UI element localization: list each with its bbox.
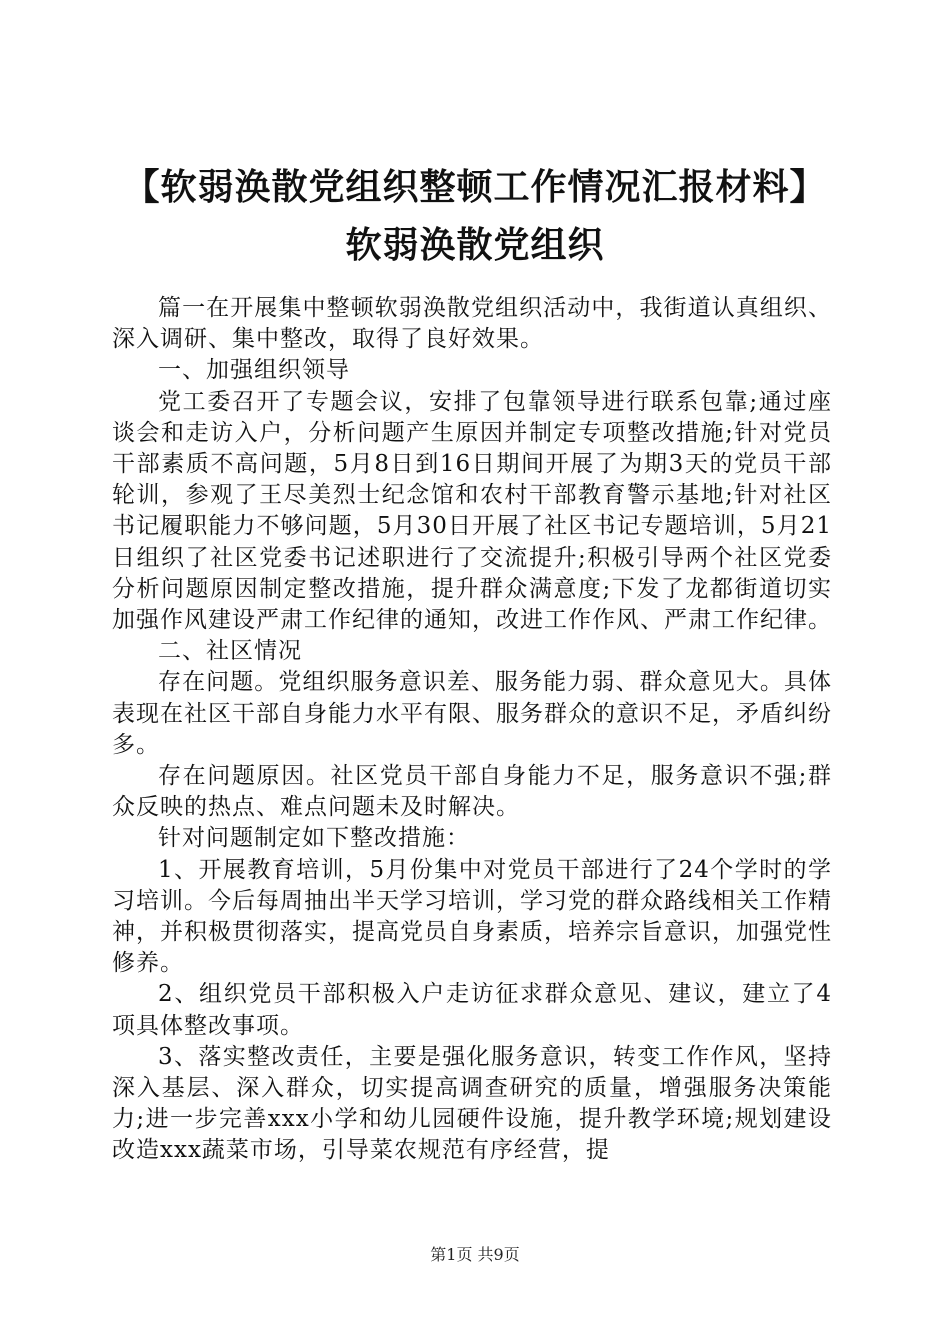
document-body: [112, 293, 832, 1167]
section-heading-2: 二、社区情况: [158, 638, 302, 665]
section-heading-1: 一、加强组织领导: [158, 357, 350, 384]
paragraph-measure-1: 1、开展教育培训，5月份集中对党员干部进行了24个学时的学习培训。今后每周抽出半天学习培训，学习党的群众路线相关工作精神，并积极贯彻落实，提高党员自身素质，培养宗旨意识，加强党性修养。: [112, 856, 832, 977]
paragraph-measure-3: 3、落实整改责任，主要是强化服务意识，转变工作作风，坚持深入基层、深入群众，切实提高调查研究的质量，增强服务决策能力;进一步完善xxx小学和幼儿园硬件设施，提升教学环境;规划建设改造xxx蔬菜市场，引导菜农规范有序经营，提: [112, 1043, 832, 1164]
paragraph-section-1: 党工委召开了专题会议，安排了包靠领导进行联系包靠;通过座谈会和走访入户，分析问题产生原因并制定专项整改措施;针对党员干部素质不高问题，5月8日到16日期间开展了为期3天的党员干部轮训，参观了王尽美烈士纪念馆和农村干部教育警示基地;针对社区书记履职能力不够问题，5月30日开展了社区书记专题培训，5月21日组织了社区党委书记述职进行了交流提升;积极引导两个社区党委分析问题原因制定整改措施，提升群众满意度;下发了龙都街道切实加强作风建设严肃工作纪律的通知，改进工作作风、严肃工作纪律。: [112, 388, 832, 634]
paragraph-problems: 存在问题。党组织服务意识差、服务能力弱、群众意见大。具体表现在社区干部自身能力水平有限、服务群众的意识不足，矛盾纠纷多。: [112, 669, 832, 758]
paragraph-causes: 存在问题原因。社区党员干部自身能力不足，服务意识不强;群众反映的热点、难点问题未及时解决。: [112, 763, 832, 821]
paragraph-measures-intro: 针对问题制定如下整改措施：: [158, 825, 470, 852]
page-footer: 第1页 共9页: [430, 1245, 520, 1264]
document-title: 【软弱涣散党组织整顿工作情况汇报材料】软弱涣散党组织: [123, 166, 827, 266]
paragraph-measure-2: 2、组织党员干部积极入户走访征求群众意见、建议，建立了4项具体整改事项。: [112, 981, 832, 1039]
paragraph-intro: 篇一在开展集中整顿软弱涣散党组织活动中，我街道认真组织、深入调研、集中整改，取得了良好效果。: [112, 295, 832, 353]
